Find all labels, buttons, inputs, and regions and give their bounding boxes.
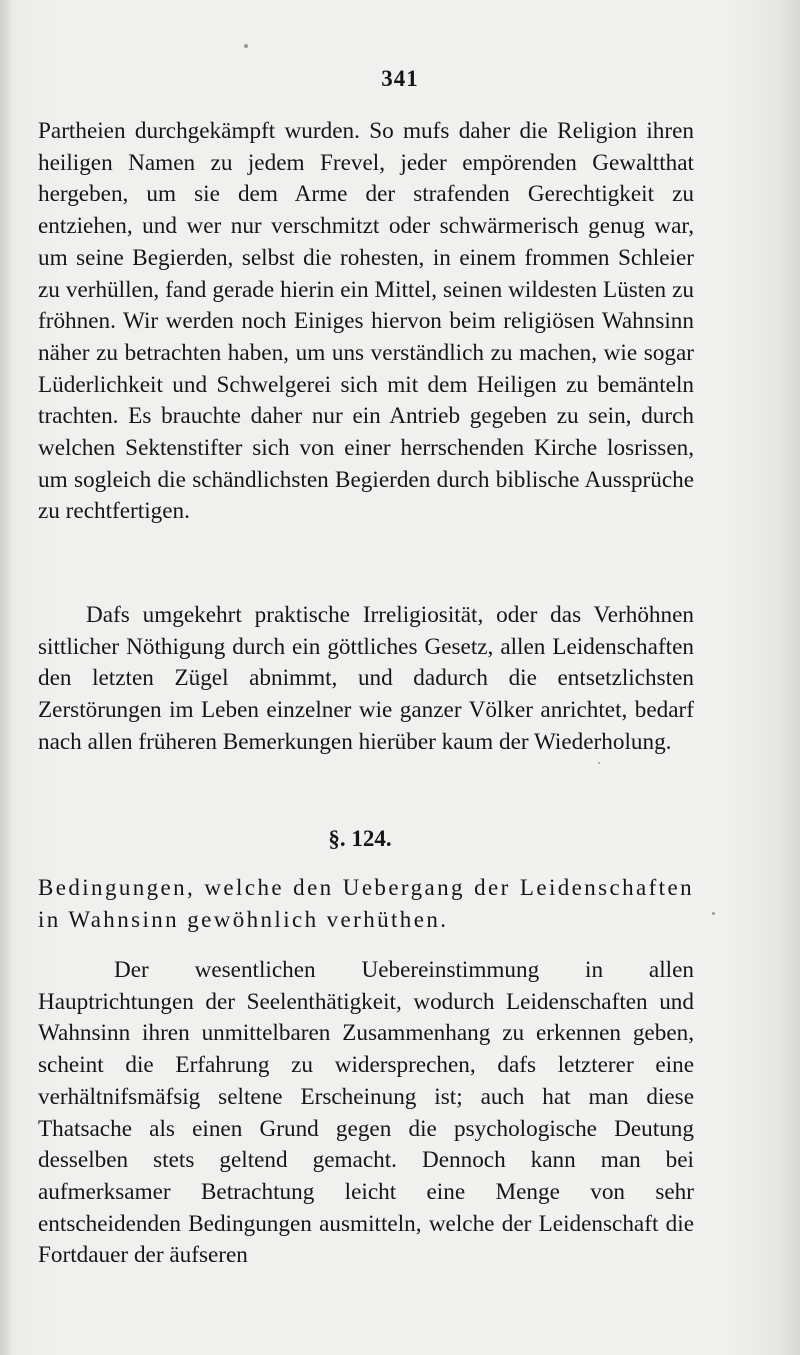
section-number: §. 124.	[328, 826, 392, 851]
paragraph-text: Der wesentlichen Uebereinstimmung in allen Hauptrichtungen der Seelenthätigkeit, wodurch Leidenschaften und Wahnsinn ihren unmittelbaren Zusammenhang zu erkennen geben, scheint die Erfahrung zu widersprechen, dafs letzterer eine verhältnifsmäfsig seltene Erscheinung ist; auch hat man diese Thatsache als einen Grund gegen die psychologische Deutung desselben stets geltend gemacht. Dennoch kann man bei aufmerksamer Betrachtung leicht eine Menge von sehr entscheidenden Bedingungen ausmitteln, welche der Leidenschaft die Fortdauer der äufseren	[38, 957, 694, 1269]
paragraph-2	[38, 600, 694, 759]
dust-speck	[244, 44, 248, 48]
paragraph-text: Dafs umgekehrt praktische Irreligiosität, oder das Verhöhnen sittlicher Nöthigung durch ein göttliches Gesetz, allen Leidenschaften den letzten Zügel abnimmt, und dadurch die entsetzlichsten Zerstörungen im Leben einzelner wie ganzer Völker anrichtet, bedarf nach allen früheren Bemerkungen hierüber kaum der Wiederholung.	[38, 602, 694, 755]
page-number: 341	[381, 66, 419, 91]
paragraph-1	[38, 116, 694, 528]
dust-speck	[712, 912, 715, 915]
dust-speck	[598, 762, 600, 764]
paragraph-3	[38, 955, 694, 1272]
paragraph-text: Partheien durchgekämpft wurden. So mufs daher die Religion ihren heiligen Namen zu jedem Frevel, jeder empörenden Gewaltthat hergeben, um sie dem Arme der strafenden Gerechtigkeit zu entziehen, und wer nur verschmitzt oder schwärmerisch genug war, um seine Begierden, selbst die rohesten, in einem frommen Schleier zu verhüllen, fand gerade hierin ein Mittel, seinen wildesten Lüsten zu fröhnen. Wir werden noch Einiges hiervon beim religiösen Wahnsinn näher zu betrachten haben, um uns verständlich zu machen, wie sogar Lüderlichkeit und Schwelgerei sich mit dem Heiligen zu bemänteln trachten. Es brauchte daher nur ein Antrieb gegeben zu sein, durch welchen Sektenstifter sich von einer herrschenden Kirche losrissen, um sogleich die schändlichsten Begierden durch biblische Aussprüche zu rechtfertigen.	[38, 118, 694, 525]
section-heading: Bedingungen, welche den Uebergang der Leidenschaften in Wahnsinn gewöhnlich verhüthen.	[38, 875, 694, 932]
